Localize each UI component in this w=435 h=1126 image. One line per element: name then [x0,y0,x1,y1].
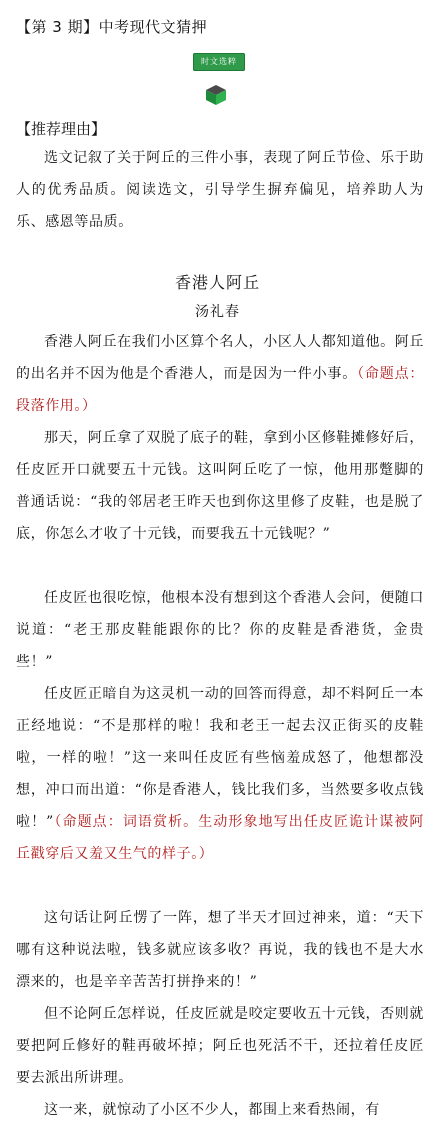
paragraph-5: 这句话让阿丘愣了一阵，想了半天才回过神来，道：“天下哪有这种说法啦，钱多就应该多收？再说，我的钱也不是大水漂来的，也是辛辛苦苦打拼挣来的！” [16,910,424,990]
paragraph-7: 这一来，就惊动了小区不少人，都围上来看热闹，有 [44,1102,380,1118]
paragraph-6: 但不论阿丘怎样说，任皮匠就是咬定要收五十元钱，否则就要把阿丘修好的鞋再破坏掉；阿丘也死活不干，还拉着任皮匠要去派出所讲理。 [16,1006,424,1086]
paragraph-1 [16,326,424,422]
paragraph-4-text: 任皮匠正暗自为这灵机一动的回答而得意，却不料阿丘一本正经地说：“不是那样的啦！我和老王一起去汉正街买的皮鞋啦，一样的啦！”这一来叫任皮匠有些恼羞成怒了，他想都没想，冲口而出道：“你是香港人，钱比我们多，当然要多收点钱啦！” [16,686,424,830]
paragraph-4-note: （命题点：词语赏析。生动形象地写出任皮匠诡计谋被阿丘戳穿后又羞又生气的样子。） [16,814,425,862]
paragraph-3: 任皮匠也很吃惊，他根本没有想到这个香港人会问，便随口说道：“老王那皮鞋能跟你的比？你的皮鞋是香港货，金贵些！” [16,590,424,670]
cube-icon [205,84,227,106]
reason-text: 选文记叙了关于阿丘的三件小事，表现了阿丘节俭、乐于助人的优秀品质。阅读选文，引导学生摒弃偏见，培养助人为乐、感恩等品质。 [16,150,424,230]
article-title: 香港人阿丘 [174,273,260,292]
reason-heading: 【推荐理由】 [16,120,107,138]
paragraph-1-text: 香港人阿丘在我们小区算个名人，小区人人都知道他。阿丘的出名并不因为他是个香港人，而是因为一件小事。 [16,334,424,382]
paragraph-4 [16,678,424,870]
paragraph-2: 那天，阿丘拿了双脱了底子的鞋，拿到小区修鞋摊修好后，任皮匠开口就要五十元钱。这叫阿丘吃了一惊，他用那蹩脚的普通话说：“我的邻居老王昨天也到你这里修了皮鞋，也是脱了底，你怎么才收了十元钱，而要我五十元钱呢？” [16,430,424,542]
section-badge: 时文选粹 [193,53,245,71]
article-author: 汤礼春 [195,304,240,320]
issue-title: 【第 3 期】中考现代文猜押 [16,18,208,36]
paragraph-1-note: （命题点：段落作用。） [16,366,424,414]
